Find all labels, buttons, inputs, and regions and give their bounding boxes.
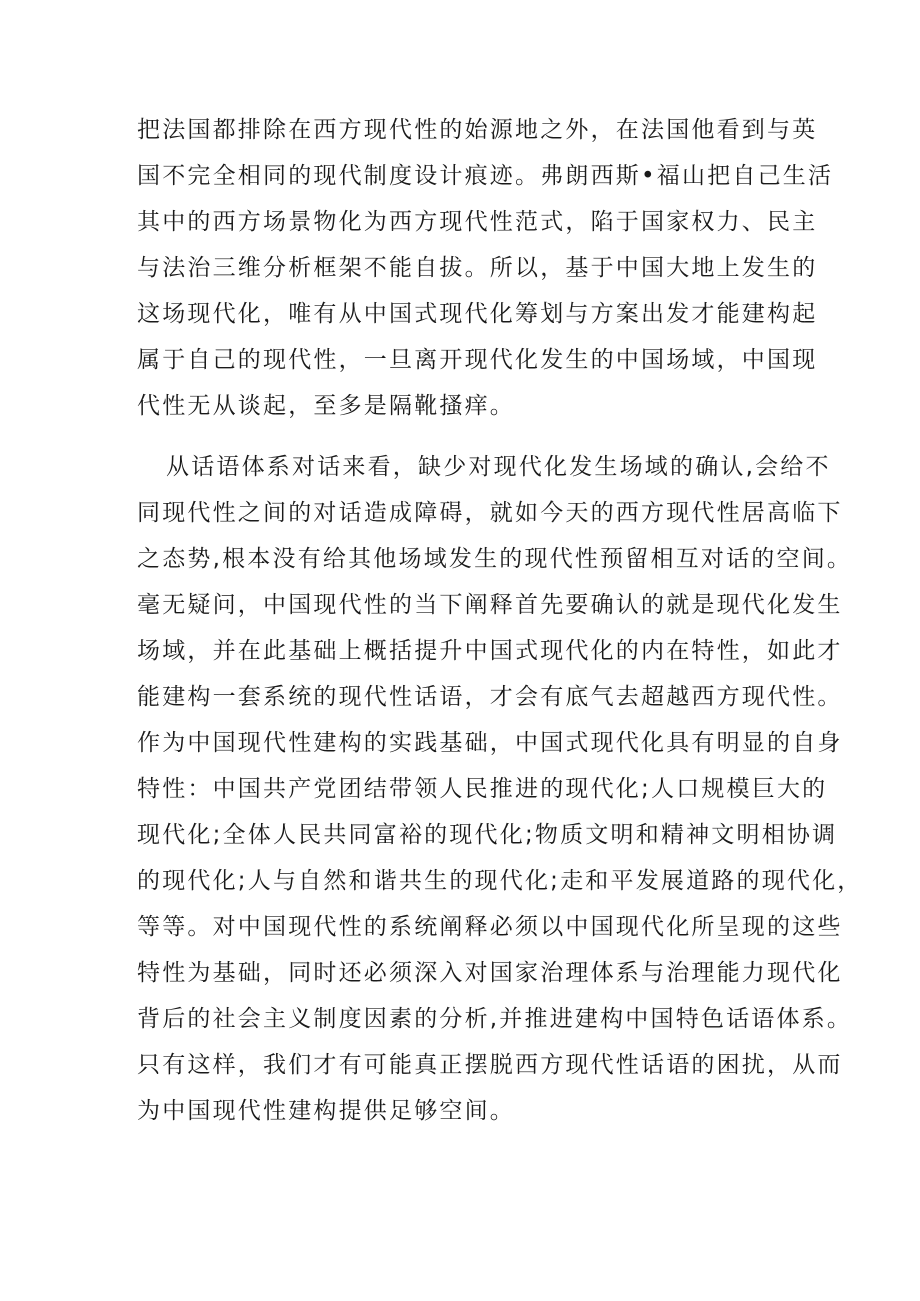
text-line: 场域，并在此基础上概括提升中国式现代化的内在特性，如此才	[137, 638, 843, 664]
text-line: 同现代性之间的对话造成障碍，就如今天的西方现代性居高临下	[137, 500, 843, 526]
text-line: 能建构一套系统的现代性话语，才会有底气去超越西方现代性。	[137, 684, 843, 710]
text-line: 与法治三维分析框架不能自拔。所以，基于中国大地上发生的	[137, 255, 818, 281]
text-line: 代性无从谈起，至多是隔靴搔痒。	[137, 393, 515, 419]
text-line: 把法国都排除在西方现代性的始源地之外，在法国他看到与英	[137, 117, 818, 143]
text-line: 毫无疑问，中国现代性的当下阐释首先要确认的就是现代化发生	[137, 592, 843, 618]
text-line: 这场现代化，唯有从中国式现代化筹划与方案出发才能建构起	[137, 301, 818, 327]
text-line: 特性为基础，同时还必须深入对国家治理体系与治理能力现代化	[137, 960, 843, 986]
text-line: 只有这样，我们才有可能真正摆脱西方现代性话语的困扰，从而	[137, 1052, 843, 1078]
text-line: 从话语体系对话来看，缺少对现代化发生场域的确认,会给不	[166, 454, 831, 480]
text-line: 为中国现代性建构提供足够空间。	[137, 1098, 515, 1124]
text-line: 现代化;全体人民共同富裕的现代化;物质文明和精神文明相协调	[137, 822, 838, 848]
text-line: 之态势,根本没有给其他场域发生的现代性预留相互对话的空间。	[137, 546, 853, 572]
text-line: 特性：中国共产党团结带领人民推进的现代化;人口规模巨大的	[137, 776, 828, 802]
text-line: 的现代化;人与自然和谐共生的现代化;走和平发展道路的现代化，	[137, 868, 863, 894]
text-line: 等等。对中国现代性的系统阐释必须以中国现代化所呈现的这些	[137, 914, 843, 940]
text-line: 背后的社会主义制度因素的分析,并推进建构中国特色话语体系。	[137, 1006, 853, 1032]
text-line: 属于自己的现代性，一旦离开现代化发生的中国场域，中国现	[137, 347, 818, 373]
text-line: 国不完全相同的现代制度设计痕迹。弗朗西斯•福山把自己生活	[137, 163, 834, 189]
text-line: 其中的西方场景物化为西方现代性范式，陷于国家权力、民主	[137, 209, 818, 235]
text-line: 作为中国现代性建构的实践基础，中国式现代化具有明显的自身	[137, 730, 843, 756]
